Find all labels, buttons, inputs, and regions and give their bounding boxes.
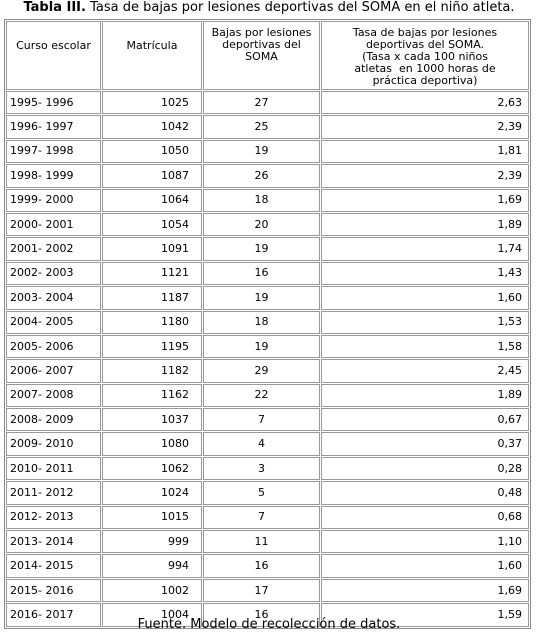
cell-matricula: 1064 bbox=[102, 189, 202, 212]
cell-matricula: 1037 bbox=[102, 408, 202, 431]
cell-tasa: 1,60 bbox=[321, 286, 529, 309]
cell-tasa: 1,59 bbox=[321, 603, 529, 626]
cell-tasa: 0,68 bbox=[321, 506, 529, 529]
header-tasa-line: atletas en 1000 horas de bbox=[354, 62, 496, 75]
cell-bajas: 18 bbox=[203, 311, 320, 334]
cell-tasa: 1,60 bbox=[321, 554, 529, 577]
table-row bbox=[6, 359, 529, 382]
cell-matricula: 1015 bbox=[102, 506, 202, 529]
cell-bajas: 18 bbox=[203, 189, 320, 212]
header-tasa-line: deportivas del SOMA. bbox=[365, 38, 485, 51]
cell-matricula: 1050 bbox=[102, 140, 202, 163]
cell-matricula: 1024 bbox=[102, 481, 202, 504]
cell-bajas: 7 bbox=[203, 408, 320, 431]
cell-bajas: 26 bbox=[203, 164, 320, 187]
table-caption bbox=[0, 0, 538, 16]
cell-matricula: 1187 bbox=[102, 286, 202, 309]
cell-matricula: 1195 bbox=[102, 335, 202, 358]
cell-tasa: 2,39 bbox=[321, 115, 529, 138]
cell-curso: 2014- 2015 bbox=[6, 554, 101, 577]
table-header-row bbox=[6, 21, 529, 90]
table-row bbox=[6, 311, 529, 334]
cell-bajas: 20 bbox=[203, 213, 320, 236]
cell-matricula: 999 bbox=[102, 530, 202, 553]
cell-bajas: 29 bbox=[203, 359, 320, 382]
cell-matricula: 1025 bbox=[102, 91, 202, 114]
header-tasa-line: práctica deportiva) bbox=[372, 74, 478, 87]
cell-curso: 2007- 2008 bbox=[6, 384, 101, 407]
header-tasa bbox=[321, 21, 529, 90]
table-row bbox=[6, 408, 529, 431]
cell-bajas: 16 bbox=[203, 554, 320, 577]
header-bajas-line: SOMA bbox=[245, 50, 278, 63]
cell-tasa: 1,74 bbox=[321, 237, 529, 260]
cell-tasa: 0,67 bbox=[321, 408, 529, 431]
cell-matricula: 1002 bbox=[102, 579, 202, 602]
table-row bbox=[6, 262, 529, 285]
cell-curso: 2004- 2005 bbox=[6, 311, 101, 334]
source-note: Fuente. Modelo de recolección de datos. bbox=[137, 617, 401, 632]
cell-matricula: 1004 bbox=[102, 603, 202, 626]
cell-matricula: 1091 bbox=[102, 237, 202, 260]
cell-bajas: 17 bbox=[203, 579, 320, 602]
cell-curso: 2000- 2001 bbox=[6, 213, 101, 236]
table-row bbox=[6, 140, 529, 163]
table-row bbox=[6, 335, 529, 358]
header-tasa-line: (Tasa x cada 100 niños bbox=[362, 50, 488, 63]
table-row bbox=[6, 189, 529, 212]
cell-tasa: 1,69 bbox=[321, 189, 529, 212]
cell-curso: 2009- 2010 bbox=[6, 432, 101, 455]
cell-bajas: 25 bbox=[203, 115, 320, 138]
cell-bajas: 19 bbox=[203, 237, 320, 260]
table-row bbox=[6, 530, 529, 553]
cell-curso: 2008- 2009 bbox=[6, 408, 101, 431]
table-row bbox=[6, 554, 529, 577]
cell-curso: 2010- 2011 bbox=[6, 457, 101, 480]
cell-curso: 1995- 1996 bbox=[6, 91, 101, 114]
cell-bajas: 7 bbox=[203, 506, 320, 529]
cell-bajas: 5 bbox=[203, 481, 320, 504]
cell-tasa: 0,28 bbox=[321, 457, 529, 480]
cell-matricula: 1162 bbox=[102, 384, 202, 407]
cell-bajas: 19 bbox=[203, 286, 320, 309]
table-row bbox=[6, 432, 529, 455]
cell-matricula: 994 bbox=[102, 554, 202, 577]
cell-matricula: 1121 bbox=[102, 262, 202, 285]
table-row bbox=[6, 115, 529, 138]
cell-curso: 2003- 2004 bbox=[6, 286, 101, 309]
header-tasa-line: Tasa de bajas por lesiones bbox=[352, 26, 498, 39]
cell-matricula: 1087 bbox=[102, 164, 202, 187]
cell-tasa: 0,37 bbox=[321, 432, 529, 455]
table-row bbox=[6, 164, 529, 187]
table-row bbox=[6, 384, 529, 407]
cell-tasa: 1,69 bbox=[321, 579, 529, 602]
cell-bajas: 19 bbox=[203, 335, 320, 358]
cell-tasa: 0,48 bbox=[321, 481, 529, 504]
header-bajas-line: Bajas por lesiones bbox=[211, 26, 312, 39]
cell-bajas: 16 bbox=[203, 262, 320, 285]
cell-curso: 1998- 1999 bbox=[6, 164, 101, 187]
table-body bbox=[6, 91, 529, 627]
table-row bbox=[6, 481, 529, 504]
cell-matricula: 1062 bbox=[102, 457, 202, 480]
cell-curso: 1999- 2000 bbox=[6, 189, 101, 212]
cell-tasa: 1,89 bbox=[321, 384, 529, 407]
cell-tasa: 2,63 bbox=[321, 91, 529, 114]
caption-text: Tasa de bajas por lesiones deportivas del SOMA en el niño atleta. bbox=[85, 0, 515, 15]
cell-curso: 2001- 2002 bbox=[6, 237, 101, 260]
table-row bbox=[6, 506, 529, 529]
cell-curso: 2016- 2017 bbox=[6, 603, 101, 626]
cell-tasa: 2,39 bbox=[321, 164, 529, 187]
cell-curso: 2012- 2013 bbox=[6, 506, 101, 529]
cell-tasa: 1,43 bbox=[321, 262, 529, 285]
cell-curso: 2015- 2016 bbox=[6, 579, 101, 602]
header-curso: Curso escolar bbox=[6, 21, 101, 90]
cell-bajas: 11 bbox=[203, 530, 320, 553]
table-row bbox=[6, 579, 529, 602]
cell-tasa: 1,58 bbox=[321, 335, 529, 358]
cell-curso: 2002- 2003 bbox=[6, 262, 101, 285]
cell-matricula: 1182 bbox=[102, 359, 202, 382]
cell-tasa: 1,81 bbox=[321, 140, 529, 163]
header-matricula: Matrícula bbox=[102, 21, 202, 90]
cell-curso: 2005- 2006 bbox=[6, 335, 101, 358]
caption-label: Tabla III. bbox=[23, 0, 86, 15]
cell-bajas: 19 bbox=[203, 140, 320, 163]
table-row bbox=[6, 286, 529, 309]
table-frame bbox=[4, 19, 531, 629]
table-row bbox=[6, 237, 529, 260]
cell-tasa: 1,10 bbox=[321, 530, 529, 553]
cell-bajas: 4 bbox=[203, 432, 320, 455]
cell-matricula: 1054 bbox=[102, 213, 202, 236]
table-row bbox=[6, 213, 529, 236]
header-bajas-line: deportivas del bbox=[222, 38, 301, 51]
cell-matricula: 1080 bbox=[102, 432, 202, 455]
cell-curso: 2013- 2014 bbox=[6, 530, 101, 553]
cell-bajas: 27 bbox=[203, 91, 320, 114]
cell-bajas: 3 bbox=[203, 457, 320, 480]
cell-matricula: 1042 bbox=[102, 115, 202, 138]
cell-curso: 2011- 2012 bbox=[6, 481, 101, 504]
cell-tasa: 1,89 bbox=[321, 213, 529, 236]
data-table bbox=[5, 20, 530, 628]
cell-matricula: 1180 bbox=[102, 311, 202, 334]
cell-tasa: 1,53 bbox=[321, 311, 529, 334]
cell-curso: 1996- 1997 bbox=[6, 115, 101, 138]
table-row bbox=[6, 457, 529, 480]
cell-bajas: 16 bbox=[203, 603, 320, 626]
header-bajas bbox=[203, 21, 320, 90]
cell-curso: 1997- 1998 bbox=[6, 140, 101, 163]
cell-bajas: 22 bbox=[203, 384, 320, 407]
table-row bbox=[6, 91, 529, 114]
cell-tasa: 2,45 bbox=[321, 359, 529, 382]
cell-curso: 2006- 2007 bbox=[6, 359, 101, 382]
